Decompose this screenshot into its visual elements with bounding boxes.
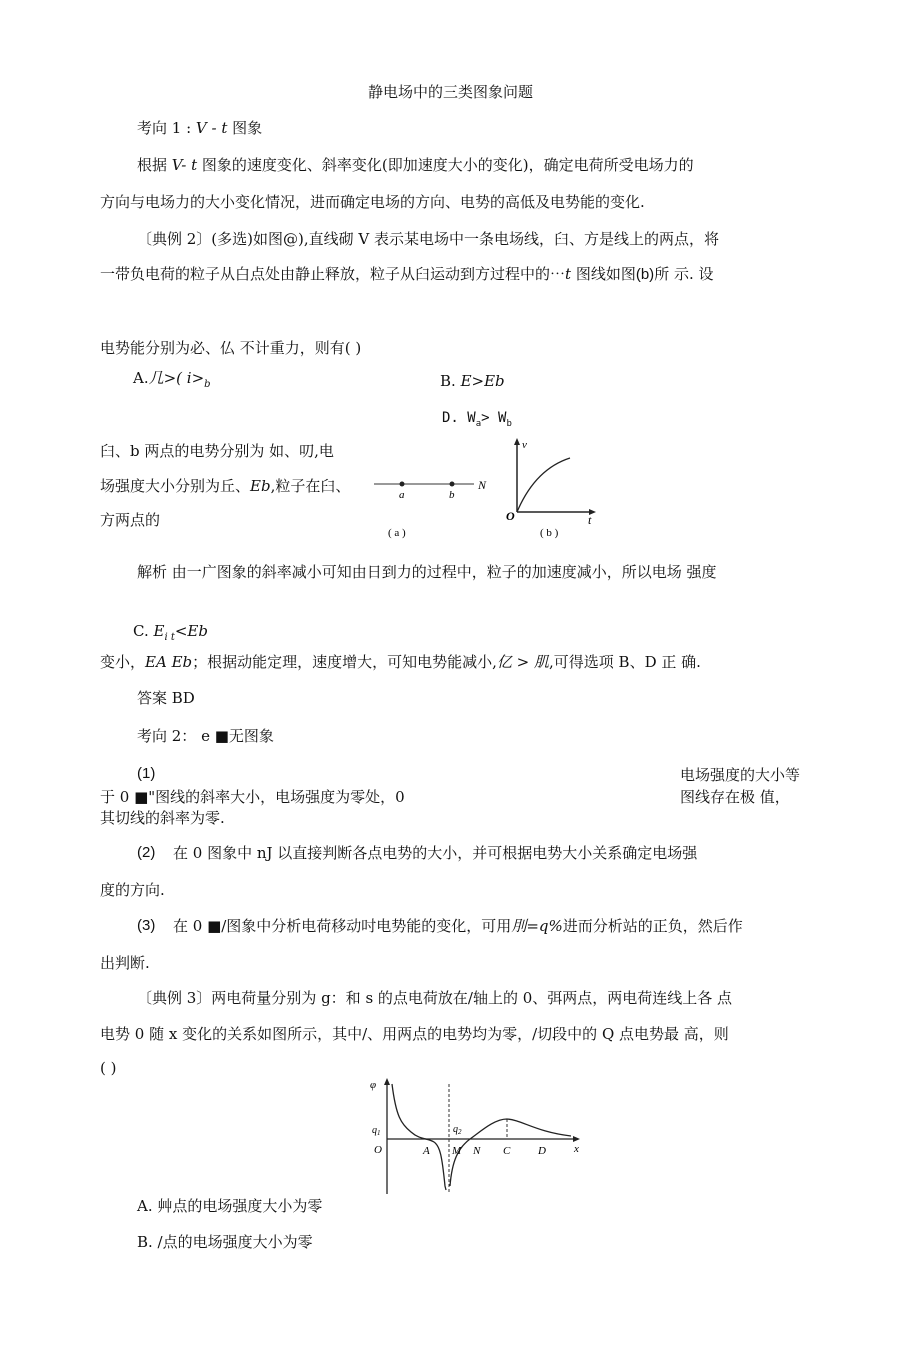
option-text: D. W bbox=[442, 410, 476, 426]
label-q2: $q_2$ bbox=[453, 1124, 462, 1136]
point-a bbox=[400, 482, 405, 487]
point-b bbox=[450, 482, 455, 487]
text-run: 场强度大小分别为丘、 bbox=[100, 477, 251, 495]
text-run: 变小， bbox=[100, 653, 146, 671]
option-label: B. bbox=[440, 372, 456, 390]
example3-option-b: B. /点的电场强度大小为零 bbox=[137, 1233, 313, 1251]
text-run: 进而分析站的正负，然后作 bbox=[562, 917, 743, 935]
example2-side-line3: 方两点的 bbox=[100, 511, 161, 529]
item1-number: (1) bbox=[137, 765, 156, 782]
option-b bbox=[440, 371, 505, 391]
text-run-italic: EA Eb bbox=[145, 653, 193, 671]
option-a bbox=[133, 368, 211, 395]
option-subscript: i t bbox=[164, 632, 175, 643]
text-run: 一带负电荷的粒子从白点处由静止释放，粒子从臼运动到方过程中的⋯ bbox=[100, 265, 566, 283]
label-A: A bbox=[423, 1145, 430, 1157]
option-label: C. bbox=[133, 622, 149, 640]
axis-label-x: x bbox=[574, 1143, 579, 1155]
label-q1: $q_1$ bbox=[372, 1125, 381, 1137]
item1-line3: 其切线的斜率为零. bbox=[100, 809, 225, 827]
item3-number: (3) bbox=[137, 917, 156, 934]
option-d bbox=[442, 408, 512, 434]
item1-right-line1: 电场强度的大小等 bbox=[680, 766, 801, 784]
option-subscript: b bbox=[506, 418, 512, 429]
text-run-italic: 亿 > 肌 bbox=[496, 653, 550, 671]
example2-answer: 答案 BD bbox=[137, 689, 195, 707]
text-run: ；根据动能定理，速度增大，可知电势能减小, bbox=[192, 653, 497, 671]
item2-line1: 在 0 图象中 nJ 以直接判断各点电势的大小，并可根据电势大小关系确定电场强 bbox=[173, 844, 698, 862]
phi-curve-right bbox=[450, 1119, 571, 1186]
section1-heading-suffix: 图象 bbox=[232, 119, 263, 137]
example3-line2: 电势 0 随 x 变化的关系如图所示，其中/、用两点的电势均为零，/切段中的 Q 点电势最 高，则 bbox=[100, 1025, 729, 1043]
axis-label-v: v bbox=[522, 439, 527, 451]
page-title: 静电场中的三类图象问题 bbox=[368, 83, 534, 101]
option-c bbox=[133, 621, 208, 648]
option-text: E>Eb bbox=[460, 372, 505, 390]
text-run: ,粒子在臼、 bbox=[270, 477, 351, 495]
item2-line2: 度的方向. bbox=[100, 881, 165, 899]
option-text: 几>( i> bbox=[148, 369, 205, 387]
axis-label-phi: φ bbox=[370, 1079, 377, 1091]
label-C: C bbox=[503, 1145, 511, 1157]
figure-a bbox=[374, 478, 487, 539]
example2-conclusion bbox=[100, 652, 701, 672]
example3-line3: ( ) bbox=[100, 1059, 117, 1077]
item1-line2-right: 图线存在极 值， bbox=[680, 788, 790, 806]
item1-line2-left: 于 0 ■"图线的斜率大小，电场强度为零处，0 bbox=[100, 788, 405, 806]
caption-a: ( a ) bbox=[388, 527, 406, 539]
item2-number: (2) bbox=[137, 844, 156, 861]
label-N: N bbox=[473, 1145, 481, 1157]
origin-label: O bbox=[374, 1144, 382, 1156]
option-label: A. bbox=[133, 369, 149, 387]
label-M: M bbox=[452, 1145, 462, 1157]
text-run: 图象的速度变化、斜率变化(即加速度大小的变化)，确定电荷所受电场力的 bbox=[201, 156, 694, 174]
text-run: ,可得选项 B、D 正 确. bbox=[549, 653, 701, 671]
v-axis-arrow bbox=[514, 438, 520, 445]
text-run: 图线如图 bbox=[575, 265, 636, 283]
option-subscript: b bbox=[204, 379, 211, 390]
section2-heading: 考向 2： e ■无图象 bbox=[137, 727, 274, 745]
option-text: E bbox=[153, 622, 165, 640]
label-a: a bbox=[399, 489, 405, 501]
example2-side-line2 bbox=[100, 476, 350, 496]
phi-curve-left bbox=[392, 1084, 446, 1190]
example2-line1: 〔典例 2〕(多选)如图@),直线砌 V 表示某电场中一条电场线，臼、方是线上的两点，将 bbox=[137, 230, 720, 248]
example2-line3: 电势能分别为必、仏 不计重力，则有( ) bbox=[100, 339, 362, 357]
example2-analysis: 解析 由一广图象的斜率减小可知由日到力的过程中，粒子的加速度减小，所以电场 强度 bbox=[137, 563, 717, 581]
origin-label: O bbox=[506, 509, 515, 523]
option-text: <Eb bbox=[174, 622, 208, 640]
example2-line2 bbox=[100, 264, 714, 285]
section1-heading-vt: V - t bbox=[195, 119, 228, 137]
label-n: N bbox=[478, 478, 487, 492]
example3-option-a: A. 艸点的电场强度大小为零 bbox=[137, 1197, 323, 1215]
figure-b-vt-graph bbox=[506, 438, 596, 539]
label-D: D bbox=[538, 1145, 546, 1157]
text-run-italic: V- t bbox=[171, 156, 198, 174]
vt-curve bbox=[517, 458, 570, 512]
example2-side-line1: 臼、b 两点的电势分别为 如、叨,电 bbox=[100, 442, 334, 460]
item3-line2: 出判断. bbox=[100, 954, 150, 972]
section1-heading-prefix: 考向 1 : bbox=[137, 119, 192, 137]
example3-line1: 〔典例 3〕两电荷量分别为 g：和 s 的点电荷放在/轴上的 0、弭两点，两电荷连线上各 点 bbox=[137, 989, 733, 1007]
item3-line1 bbox=[173, 916, 743, 936]
figure-phi-x bbox=[366, 1076, 590, 1198]
section1-paragraph-line1 bbox=[137, 155, 694, 175]
option-text: > W bbox=[481, 410, 507, 426]
text-run-italic: t bbox=[565, 265, 572, 283]
section1-paragraph-line2: 方向与电场力的大小变化情况，进而确定电场的方向、电势的高低及电势能的变化. bbox=[100, 193, 645, 211]
text-run: 根据 bbox=[137, 156, 168, 174]
text-run: 在 0 ■/图象中分析电荷移动吋电势能的变化，可用 bbox=[173, 917, 512, 935]
label-b: b bbox=[449, 489, 455, 501]
text-run-italic: 刖=q% bbox=[511, 917, 563, 935]
axis-label-t: t bbox=[588, 513, 592, 527]
option-subscript: a bbox=[475, 418, 482, 429]
caption-b: ( b ) bbox=[540, 527, 559, 539]
phi-axis-arrow bbox=[384, 1078, 390, 1085]
text-run: 所 示. 设 bbox=[654, 265, 714, 283]
section1-heading bbox=[137, 118, 262, 138]
text-run-italic: Eb bbox=[250, 477, 271, 495]
figure-ab bbox=[370, 436, 620, 546]
x-axis-arrow bbox=[573, 1136, 580, 1142]
text-run: (b) bbox=[635, 266, 655, 283]
